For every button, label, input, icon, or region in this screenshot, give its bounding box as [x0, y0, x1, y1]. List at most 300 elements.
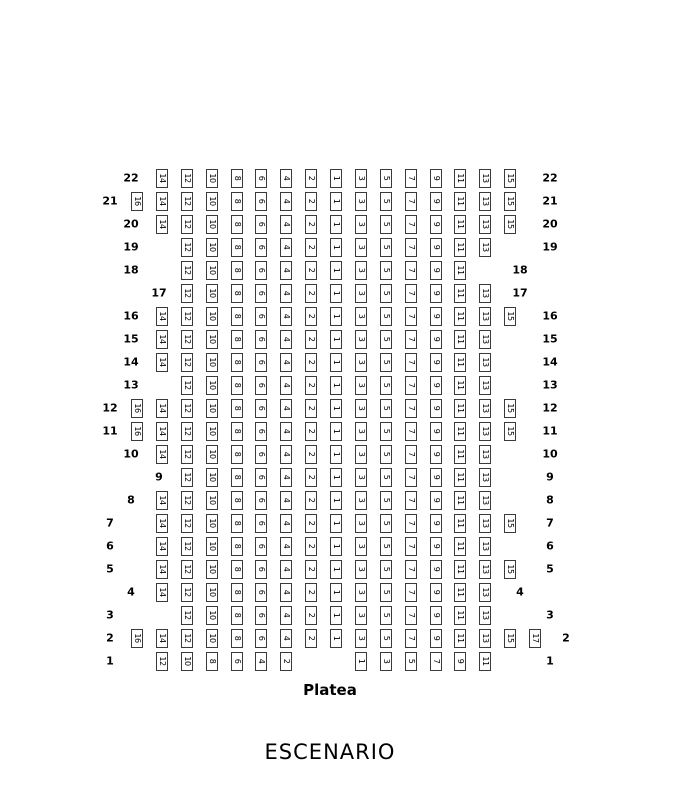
seat-row8-num5[interactable] — [380, 491, 392, 510]
seat-row1-num11[interactable] — [479, 652, 491, 671]
seat-row18-num9[interactable] — [430, 261, 442, 280]
seat-row7-num10[interactable] — [206, 514, 218, 533]
seat-row6-num12[interactable] — [181, 537, 193, 556]
seat-row2-num1[interactable] — [330, 629, 342, 648]
seat-row7-num9[interactable] — [430, 514, 442, 533]
seat-row20-num14[interactable] — [156, 215, 168, 234]
seat-row21-num10[interactable] — [206, 192, 218, 211]
seat-row21-num12[interactable] — [181, 192, 193, 211]
seat-row8-num2[interactable] — [305, 491, 317, 510]
seat-row21-num11[interactable] — [454, 192, 466, 211]
seat-row10-num7[interactable] — [405, 445, 417, 464]
seat-row22-num2[interactable] — [305, 169, 317, 188]
seat-row10-num12[interactable] — [181, 445, 193, 464]
seat-row4-num4[interactable] — [280, 583, 292, 602]
seat-row18-num4[interactable] — [280, 261, 292, 280]
seat-row7-num11[interactable] — [454, 514, 466, 533]
seat-row14-num4[interactable] — [280, 353, 292, 372]
seat-row4-num9[interactable] — [430, 583, 442, 602]
seat-row2-num3[interactable] — [355, 629, 367, 648]
seat-row11-num8[interactable] — [231, 422, 243, 441]
seat-row22-num13[interactable] — [479, 169, 491, 188]
seat-row4-num1[interactable] — [330, 583, 342, 602]
seat-row12-num8[interactable] — [231, 399, 243, 418]
seat-row20-num4[interactable] — [280, 215, 292, 234]
seat-row1-num5[interactable] — [405, 652, 417, 671]
seat-row10-num11[interactable] — [454, 445, 466, 464]
seat-row14-num3[interactable] — [355, 353, 367, 372]
seat-row20-num13[interactable] — [479, 215, 491, 234]
seat-row15-num13[interactable] — [479, 330, 491, 349]
seat-row3-num13[interactable] — [479, 606, 491, 625]
seat-row21-num8[interactable] — [231, 192, 243, 211]
seat-row5-num15[interactable] — [504, 560, 516, 579]
seat-row20-num2[interactable] — [305, 215, 317, 234]
seat-row17-num9[interactable] — [430, 284, 442, 303]
seat-row11-num1[interactable] — [330, 422, 342, 441]
seat-row19-num5[interactable] — [380, 238, 392, 257]
seat-row9-num3[interactable] — [355, 468, 367, 487]
seat-row5-num11[interactable] — [454, 560, 466, 579]
seat-row3-num3[interactable] — [355, 606, 367, 625]
seat-row15-num6[interactable] — [255, 330, 267, 349]
seat-row6-num6[interactable] — [255, 537, 267, 556]
seat-row11-num14[interactable] — [156, 422, 168, 441]
seat-row20-num9[interactable] — [430, 215, 442, 234]
seat-row18-num5[interactable] — [380, 261, 392, 280]
seat-row2-num8[interactable] — [231, 629, 243, 648]
seat-row18-num8[interactable] — [231, 261, 243, 280]
seat-row13-num1[interactable] — [330, 376, 342, 395]
seat-row6-num7[interactable] — [405, 537, 417, 556]
seat-row7-num12[interactable] — [181, 514, 193, 533]
seat-row20-num11[interactable] — [454, 215, 466, 234]
seat-row20-num12[interactable] — [181, 215, 193, 234]
seat-row3-num5[interactable] — [380, 606, 392, 625]
seat-row16-num13[interactable] — [479, 307, 491, 326]
seat-row1-num6[interactable] — [231, 652, 243, 671]
seat-row15-num4[interactable] — [280, 330, 292, 349]
seat-row9-num11[interactable] — [454, 468, 466, 487]
seat-row15-num8[interactable] — [231, 330, 243, 349]
seat-row19-num8[interactable] — [231, 238, 243, 257]
seat-row12-num11[interactable] — [454, 399, 466, 418]
seat-row10-num1[interactable] — [330, 445, 342, 464]
seat-row11-num4[interactable] — [280, 422, 292, 441]
seat-row21-num7[interactable] — [405, 192, 417, 211]
seat-row16-num10[interactable] — [206, 307, 218, 326]
seat-row13-num11[interactable] — [454, 376, 466, 395]
seat-row9-num9[interactable] — [430, 468, 442, 487]
seat-row22-num9[interactable] — [430, 169, 442, 188]
seat-row16-num3[interactable] — [355, 307, 367, 326]
seat-row17-num12[interactable] — [181, 284, 193, 303]
seat-row10-num14[interactable] — [156, 445, 168, 464]
seat-row7-num15[interactable] — [504, 514, 516, 533]
seat-row7-num8[interactable] — [231, 514, 243, 533]
seat-row12-num16[interactable] — [131, 399, 143, 418]
seat-row7-num5[interactable] — [380, 514, 392, 533]
seat-row16-num2[interactable] — [305, 307, 317, 326]
seat-row14-num7[interactable] — [405, 353, 417, 372]
seat-row5-num12[interactable] — [181, 560, 193, 579]
seat-row5-num10[interactable] — [206, 560, 218, 579]
seat-row5-num2[interactable] — [305, 560, 317, 579]
seat-row9-num1[interactable] — [330, 468, 342, 487]
seat-row12-num13[interactable] — [479, 399, 491, 418]
seat-row2-num16[interactable] — [131, 629, 143, 648]
seat-row7-num4[interactable] — [280, 514, 292, 533]
seat-row2-num10[interactable] — [206, 629, 218, 648]
seat-row21-num5[interactable] — [380, 192, 392, 211]
seat-row13-num3[interactable] — [355, 376, 367, 395]
seat-row9-num7[interactable] — [405, 468, 417, 487]
seat-row20-num1[interactable] — [330, 215, 342, 234]
seat-row10-num3[interactable] — [355, 445, 367, 464]
seat-row3-num2[interactable] — [305, 606, 317, 625]
seat-row12-num14[interactable] — [156, 399, 168, 418]
seat-row1-num8[interactable] — [206, 652, 218, 671]
seat-row9-num4[interactable] — [280, 468, 292, 487]
seat-row8-num14[interactable] — [156, 491, 168, 510]
seat-row11-num7[interactable] — [405, 422, 417, 441]
seat-row5-num13[interactable] — [479, 560, 491, 579]
seat-row15-num5[interactable] — [380, 330, 392, 349]
seat-row2-num12[interactable] — [181, 629, 193, 648]
seat-row17-num3[interactable] — [355, 284, 367, 303]
seat-row20-num5[interactable] — [380, 215, 392, 234]
seat-row19-num13[interactable] — [479, 238, 491, 257]
seat-row22-num8[interactable] — [231, 169, 243, 188]
seat-row10-num6[interactable] — [255, 445, 267, 464]
seat-row18-num7[interactable] — [405, 261, 417, 280]
seat-row3-num7[interactable] — [405, 606, 417, 625]
seat-row19-num1[interactable] — [330, 238, 342, 257]
seat-row11-num5[interactable] — [380, 422, 392, 441]
seat-row2-num17[interactable] — [529, 629, 541, 648]
seat-row12-num7[interactable] — [405, 399, 417, 418]
seat-row4-num2[interactable] — [305, 583, 317, 602]
seat-row14-num1[interactable] — [330, 353, 342, 372]
seat-row10-num2[interactable] — [305, 445, 317, 464]
seat-row10-num10[interactable] — [206, 445, 218, 464]
seat-row4-num14[interactable] — [156, 583, 168, 602]
seat-row14-num12[interactable] — [181, 353, 193, 372]
seat-row7-num14[interactable] — [156, 514, 168, 533]
seat-row12-num6[interactable] — [255, 399, 267, 418]
seat-row14-num8[interactable] — [231, 353, 243, 372]
seat-row3-num6[interactable] — [255, 606, 267, 625]
seat-row22-num7[interactable] — [405, 169, 417, 188]
seat-row8-num3[interactable] — [355, 491, 367, 510]
seat-row16-num11[interactable] — [454, 307, 466, 326]
seat-row17-num11[interactable] — [454, 284, 466, 303]
seat-row21-num13[interactable] — [479, 192, 491, 211]
seat-row13-num13[interactable] — [479, 376, 491, 395]
seat-row15-num1[interactable] — [330, 330, 342, 349]
seat-row14-num5[interactable] — [380, 353, 392, 372]
seat-row14-num14[interactable] — [156, 353, 168, 372]
seat-row18-num10[interactable] — [206, 261, 218, 280]
seat-row3-num11[interactable] — [454, 606, 466, 625]
seat-row5-num3[interactable] — [355, 560, 367, 579]
seat-row22-num5[interactable] — [380, 169, 392, 188]
seat-row4-num13[interactable] — [479, 583, 491, 602]
seat-row4-num11[interactable] — [454, 583, 466, 602]
seat-row17-num5[interactable] — [380, 284, 392, 303]
seat-row5-num4[interactable] — [280, 560, 292, 579]
seat-row15-num14[interactable] — [156, 330, 168, 349]
seat-row16-num15[interactable] — [504, 307, 516, 326]
seat-row8-num9[interactable] — [430, 491, 442, 510]
seat-row4-num7[interactable] — [405, 583, 417, 602]
seat-row4-num10[interactable] — [206, 583, 218, 602]
seat-row19-num3[interactable] — [355, 238, 367, 257]
seat-row12-num4[interactable] — [280, 399, 292, 418]
seat-row21-num16[interactable] — [131, 192, 143, 211]
seat-row13-num8[interactable] — [231, 376, 243, 395]
seat-row2-num9[interactable] — [430, 629, 442, 648]
seat-row7-num1[interactable] — [330, 514, 342, 533]
seat-row22-num6[interactable] — [255, 169, 267, 188]
seat-row20-num3[interactable] — [355, 215, 367, 234]
seat-row21-num9[interactable] — [430, 192, 442, 211]
seat-row22-num11[interactable] — [454, 169, 466, 188]
seat-row22-num1[interactable] — [330, 169, 342, 188]
seat-row10-num13[interactable] — [479, 445, 491, 464]
seat-row22-num14[interactable] — [156, 169, 168, 188]
seat-row16-num7[interactable] — [405, 307, 417, 326]
seat-row21-num1[interactable] — [330, 192, 342, 211]
seat-row5-num6[interactable] — [255, 560, 267, 579]
seat-row12-num9[interactable] — [430, 399, 442, 418]
seat-row14-num11[interactable] — [454, 353, 466, 372]
seat-row16-num8[interactable] — [231, 307, 243, 326]
seat-row17-num13[interactable] — [479, 284, 491, 303]
seat-row16-num4[interactable] — [280, 307, 292, 326]
seat-row17-num10[interactable] — [206, 284, 218, 303]
seat-row1-num7[interactable] — [430, 652, 442, 671]
seat-row9-num6[interactable] — [255, 468, 267, 487]
seat-row19-num10[interactable] — [206, 238, 218, 257]
seat-row6-num11[interactable] — [454, 537, 466, 556]
seat-row5-num1[interactable] — [330, 560, 342, 579]
seat-row11-num11[interactable] — [454, 422, 466, 441]
seat-row9-num5[interactable] — [380, 468, 392, 487]
seat-row6-num5[interactable] — [380, 537, 392, 556]
seat-row16-num6[interactable] — [255, 307, 267, 326]
seat-row22-num12[interactable] — [181, 169, 193, 188]
seat-row18-num3[interactable] — [355, 261, 367, 280]
seat-row6-num2[interactable] — [305, 537, 317, 556]
seat-row14-num10[interactable] — [206, 353, 218, 372]
seat-row15-num11[interactable] — [454, 330, 466, 349]
seat-row10-num9[interactable] — [430, 445, 442, 464]
seat-row19-num12[interactable] — [181, 238, 193, 257]
seat-row8-num7[interactable] — [405, 491, 417, 510]
seat-row3-num8[interactable] — [231, 606, 243, 625]
seat-row11-num10[interactable] — [206, 422, 218, 441]
seat-row15-num10[interactable] — [206, 330, 218, 349]
seat-row15-num7[interactable] — [405, 330, 417, 349]
seat-row9-num2[interactable] — [305, 468, 317, 487]
seat-row9-num13[interactable] — [479, 468, 491, 487]
seat-row17-num4[interactable] — [280, 284, 292, 303]
seat-row2-num4[interactable] — [280, 629, 292, 648]
seat-row9-num8[interactable] — [231, 468, 243, 487]
seat-row21-num3[interactable] — [355, 192, 367, 211]
seat-row12-num12[interactable] — [181, 399, 193, 418]
seat-row20-num8[interactable] — [231, 215, 243, 234]
seat-row13-num10[interactable] — [206, 376, 218, 395]
seat-row15-num2[interactable] — [305, 330, 317, 349]
seat-row22-num15[interactable] — [504, 169, 516, 188]
seat-row21-num15[interactable] — [504, 192, 516, 211]
seat-row1-num4[interactable] — [255, 652, 267, 671]
seat-row5-num14[interactable] — [156, 560, 168, 579]
seat-row12-num5[interactable] — [380, 399, 392, 418]
seat-row15-num3[interactable] — [355, 330, 367, 349]
seat-row6-num9[interactable] — [430, 537, 442, 556]
seat-row4-num5[interactable] — [380, 583, 392, 602]
seat-row3-num1[interactable] — [330, 606, 342, 625]
seat-row6-num14[interactable] — [156, 537, 168, 556]
seat-row13-num5[interactable] — [380, 376, 392, 395]
seat-row8-num6[interactable] — [255, 491, 267, 510]
seat-row5-num8[interactable] — [231, 560, 243, 579]
seat-row3-num9[interactable] — [430, 606, 442, 625]
seat-row8-num11[interactable] — [454, 491, 466, 510]
seat-row2-num2[interactable] — [305, 629, 317, 648]
seat-row6-num1[interactable] — [330, 537, 342, 556]
seat-row13-num9[interactable] — [430, 376, 442, 395]
seat-row18-num1[interactable] — [330, 261, 342, 280]
seat-row13-num2[interactable] — [305, 376, 317, 395]
seat-row6-num10[interactable] — [206, 537, 218, 556]
seat-row8-num8[interactable] — [231, 491, 243, 510]
seat-row2-num15[interactable] — [504, 629, 516, 648]
seat-row22-num3[interactable] — [355, 169, 367, 188]
seat-row14-num2[interactable] — [305, 353, 317, 372]
seat-row19-num7[interactable] — [405, 238, 417, 257]
seat-row2-num13[interactable] — [479, 629, 491, 648]
seat-row17-num6[interactable] — [255, 284, 267, 303]
seat-row2-num6[interactable] — [255, 629, 267, 648]
seat-row5-num5[interactable] — [380, 560, 392, 579]
seat-row19-num2[interactable] — [305, 238, 317, 257]
seat-row8-num4[interactable] — [280, 491, 292, 510]
seat-row3-num10[interactable] — [206, 606, 218, 625]
seat-row1-num3[interactable] — [380, 652, 392, 671]
seat-row10-num8[interactable] — [231, 445, 243, 464]
seat-row6-num8[interactable] — [231, 537, 243, 556]
seat-row11-num15[interactable] — [504, 422, 516, 441]
seat-row13-num12[interactable] — [181, 376, 193, 395]
seat-row16-num12[interactable] — [181, 307, 193, 326]
seat-row16-num1[interactable] — [330, 307, 342, 326]
seat-row11-num2[interactable] — [305, 422, 317, 441]
seat-row22-num4[interactable] — [280, 169, 292, 188]
seat-row4-num8[interactable] — [231, 583, 243, 602]
seat-row11-num6[interactable] — [255, 422, 267, 441]
seat-row8-num12[interactable] — [181, 491, 193, 510]
seat-row1-num9[interactable] — [454, 652, 466, 671]
seat-row7-num7[interactable] — [405, 514, 417, 533]
seat-row12-num3[interactable] — [355, 399, 367, 418]
seat-row19-num4[interactable] — [280, 238, 292, 257]
seat-row14-num13[interactable] — [479, 353, 491, 372]
seat-row13-num7[interactable] — [405, 376, 417, 395]
seat-row5-num7[interactable] — [405, 560, 417, 579]
seat-row15-num12[interactable] — [181, 330, 193, 349]
seat-row11-num16[interactable] — [131, 422, 143, 441]
seat-row2-num7[interactable] — [405, 629, 417, 648]
seat-row12-num10[interactable] — [206, 399, 218, 418]
seat-row17-num2[interactable] — [305, 284, 317, 303]
seat-row3-num12[interactable] — [181, 606, 193, 625]
seat-row7-num13[interactable] — [479, 514, 491, 533]
seat-row20-num10[interactable] — [206, 215, 218, 234]
seat-row5-num9[interactable] — [430, 560, 442, 579]
seat-row11-num3[interactable] — [355, 422, 367, 441]
seat-row20-num6[interactable] — [255, 215, 267, 234]
seat-row20-num7[interactable] — [405, 215, 417, 234]
seat-row4-num3[interactable] — [355, 583, 367, 602]
seat-row1-num1[interactable] — [355, 652, 367, 671]
seat-row16-num9[interactable] — [430, 307, 442, 326]
seat-row7-num3[interactable] — [355, 514, 367, 533]
seat-row19-num9[interactable] — [430, 238, 442, 257]
seat-row21-num4[interactable] — [280, 192, 292, 211]
seat-row11-num9[interactable] — [430, 422, 442, 441]
seat-row3-num4[interactable] — [280, 606, 292, 625]
seat-row20-num15[interactable] — [504, 215, 516, 234]
seat-row13-num4[interactable] — [280, 376, 292, 395]
seat-row14-num6[interactable] — [255, 353, 267, 372]
seat-row16-num5[interactable] — [380, 307, 392, 326]
seat-row4-num6[interactable] — [255, 583, 267, 602]
seat-row6-num13[interactable] — [479, 537, 491, 556]
seat-row2-num11[interactable] — [454, 629, 466, 648]
seat-row2-num14[interactable] — [156, 629, 168, 648]
seat-row17-num8[interactable] — [231, 284, 243, 303]
seat-row18-num6[interactable] — [255, 261, 267, 280]
seat-row19-num6[interactable] — [255, 238, 267, 257]
seat-row13-num6[interactable] — [255, 376, 267, 395]
seat-row1-num10[interactable] — [181, 652, 193, 671]
seat-row11-num13[interactable] — [479, 422, 491, 441]
seat-row18-num2[interactable] — [305, 261, 317, 280]
seat-row19-num11[interactable] — [454, 238, 466, 257]
seat-row1-num12[interactable] — [156, 652, 168, 671]
seat-row1-num2[interactable] — [280, 652, 292, 671]
seat-row6-num4[interactable] — [280, 537, 292, 556]
seat-row21-num2[interactable] — [305, 192, 317, 211]
seat-row10-num5[interactable] — [380, 445, 392, 464]
seat-row4-num12[interactable] — [181, 583, 193, 602]
seat-row17-num1[interactable] — [330, 284, 342, 303]
seat-row21-num14[interactable] — [156, 192, 168, 211]
seat-row6-num3[interactable] — [355, 537, 367, 556]
seat-row22-num10[interactable] — [206, 169, 218, 188]
seat-row18-num12[interactable] — [181, 261, 193, 280]
seat-row9-num10[interactable] — [206, 468, 218, 487]
seat-row15-num9[interactable] — [430, 330, 442, 349]
seat-row2-num5[interactable] — [380, 629, 392, 648]
seat-row21-num6[interactable] — [255, 192, 267, 211]
seat-row14-num9[interactable] — [430, 353, 442, 372]
seat-row17-num7[interactable] — [405, 284, 417, 303]
